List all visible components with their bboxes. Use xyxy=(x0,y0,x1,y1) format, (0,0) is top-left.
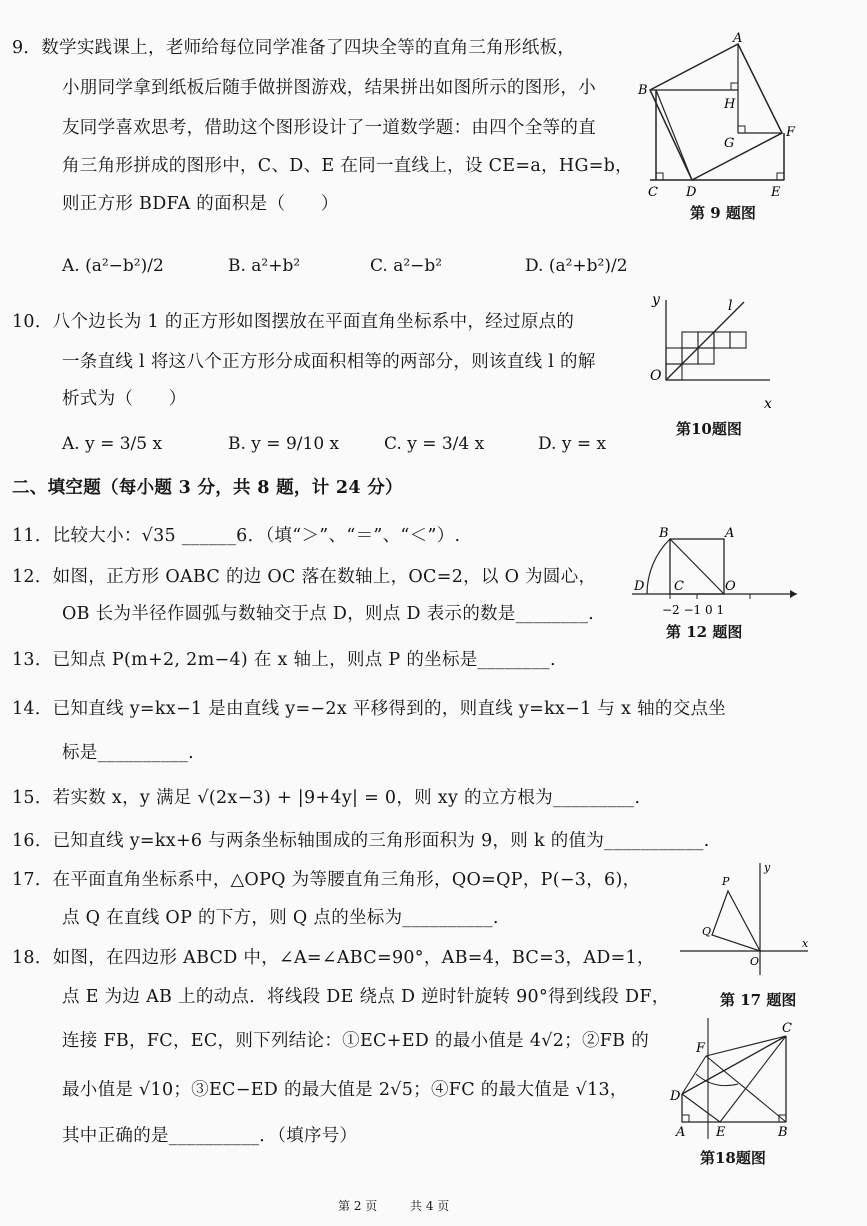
q12-label-c: C xyxy=(674,579,684,594)
q18-label-a: A xyxy=(676,1125,686,1140)
q10-line-1: 10．八个边长为 1 的正方形如图摆放在平面直角坐标系中，经过原点的 xyxy=(12,312,575,332)
q10-label-l: l xyxy=(728,298,733,314)
section-2-title: 二、填空题（每小题 3 分，共 8 题，计 24 分） xyxy=(12,478,403,498)
q9-line-1: 9．数学实践课上，老师给每位同学准备了四块全等的直角三角形纸板， xyxy=(12,38,576,58)
footer-page-number: 第 2 页 xyxy=(338,1199,378,1213)
q9-line-3: 友同学喜欢思考，借助这个图形设计了一道数学题：由四个全等的直 xyxy=(62,118,596,138)
q18-label-b: B xyxy=(778,1125,788,1140)
q17-line-2: 点 Q 在直线 OP 的下方，则 Q 点的坐标为__________. xyxy=(62,908,499,928)
q9-caption: 第 9 题图 xyxy=(690,204,756,222)
q14-line-1: 14．已知直线 y=kx−1 是由直线 y=−2x 平移得到的，则直线 y=kx−1 与 x 轴的交点坐 xyxy=(12,699,727,719)
q14-line-2: 标是__________. xyxy=(62,743,194,763)
q18-caption: 第18题图 xyxy=(700,1149,766,1167)
q9-line-2: 小朋同学拿到纸板后随手做拼图游戏，结果拼出如图所示的图形，小 xyxy=(62,78,596,98)
q15-line: 15．若实数 x，y 满足 √(2x−3) + |9+4y| = 0，则 xy 的立方根为_________. xyxy=(12,788,641,808)
q18-line-2: 点 E 为边 AB 上的动点．将线段 DE 绕点 D 逆时针旋转 90°得到线段 DF， xyxy=(62,987,670,1007)
q16-line: 16．已知直线 y=kx+6 与两条坐标轴围成的三角形面积为 9，则 k 的值为___________. xyxy=(12,831,710,851)
q9-option-b: B. a²+b² xyxy=(228,256,301,276)
q18-line-3: 连接 FB，FC，EC，则下列结论：①EC+ED 的最小值是 4√2；②FB 的 xyxy=(62,1031,650,1051)
q17-label-x: x xyxy=(802,937,809,950)
q18-label-f: F xyxy=(696,1041,706,1056)
q18-line-1: 18．如图，在四边形 ABCD 中，∠A=∠ABC=90°，AB=4，BC=3，AD=1， xyxy=(12,948,655,968)
q9-line-5: 则正方形 BDFA 的面积是（ ） xyxy=(62,194,339,214)
q9-label-f: F xyxy=(786,125,796,140)
q9-label-e: E xyxy=(771,185,781,200)
q17-caption: 第 17 题图 xyxy=(720,991,797,1009)
q9-label-h: H xyxy=(724,97,736,112)
q18-figure xyxy=(666,1014,806,1144)
q12-line-2: OB 长为半径作圆弧与数轴交于点 D，则点 D 表示的数是________. xyxy=(62,604,594,624)
q10-label-x: x xyxy=(764,396,772,412)
footer-total-pages: 共 4 页 xyxy=(410,1199,450,1213)
q18-label-e: E xyxy=(716,1125,726,1140)
q12-label-d: D xyxy=(634,579,645,594)
q17-line-1: 17．在平面直角坐标系中，△OPQ 为等腰直角三角形，QO=QP，P(−3，6)， xyxy=(12,870,641,890)
q18-label-c: C xyxy=(782,1021,792,1036)
q10-figure xyxy=(640,290,780,415)
q12-label-b: B xyxy=(659,526,669,541)
q17-figure xyxy=(676,855,816,985)
q9-label-c: C xyxy=(648,185,658,200)
q10-line-3: 析式为（ ） xyxy=(62,389,187,409)
q9-figure xyxy=(636,30,811,200)
q9-option-d: D. (a²+b²)/2 xyxy=(525,256,628,276)
q18-line-4: 最小值是 √10；③EC−ED 的最大值是 2√5；④FC 的最大值是 √13， xyxy=(62,1080,628,1100)
q12-line-1: 12．如图，正方形 OABC 的边 OC 落在数轴上，OC=2，以 O 为圆心， xyxy=(12,567,597,587)
q17-label-p: P xyxy=(722,875,730,888)
q12-tick-labels: −2 −1 0 1 xyxy=(662,603,725,617)
q17-label-o: O xyxy=(750,955,760,968)
q10-option-d: D. y = x xyxy=(538,434,607,454)
q10-option-b: B. y = 9/10 x xyxy=(228,434,340,454)
q9-label-a: A xyxy=(733,31,743,46)
q10-caption: 第10题图 xyxy=(676,420,742,438)
q12-figure xyxy=(632,523,802,618)
q10-option-a: A. y = 3/5 x xyxy=(62,434,163,454)
q17-label-y: y xyxy=(764,861,771,874)
q9-line-4: 角三角形拼成的图形中，C、D、E 在同一直线上，设 CE=a，HG=b， xyxy=(62,156,633,176)
q9-option-c: C. a²−b² xyxy=(370,256,443,276)
q10-line-2: 一条直线 l 将这八个正方形分成面积相等的两部分，则该直线 l 的解 xyxy=(62,352,596,372)
q10-option-c: C. y = 3/4 x xyxy=(384,434,485,454)
q9-label-d: D xyxy=(686,185,697,200)
q13-line: 13．已知点 P(m+2, 2m−4) 在 x 轴上，则点 P 的坐标是________. xyxy=(12,650,556,670)
q9-option-a: A. (a²−b²)/2 xyxy=(62,256,164,276)
q12-label-o: O xyxy=(725,579,736,594)
q10-label-o: O xyxy=(650,368,662,384)
q9-label-g: G xyxy=(724,136,735,151)
q10-label-y: y xyxy=(652,292,660,308)
q18-line-5: 其中正确的是__________．（填序号） xyxy=(62,1126,358,1146)
q9-label-b: B xyxy=(638,83,648,98)
q12-caption: 第 12 题图 xyxy=(666,623,743,641)
q17-label-q: Q xyxy=(702,925,712,938)
q12-label-a: A xyxy=(725,526,735,541)
q18-label-d: D xyxy=(670,1089,681,1104)
q11-line: 11．比较大小：√35 ______6．（填“＞”、“＝”、“＜”）. xyxy=(12,526,461,546)
